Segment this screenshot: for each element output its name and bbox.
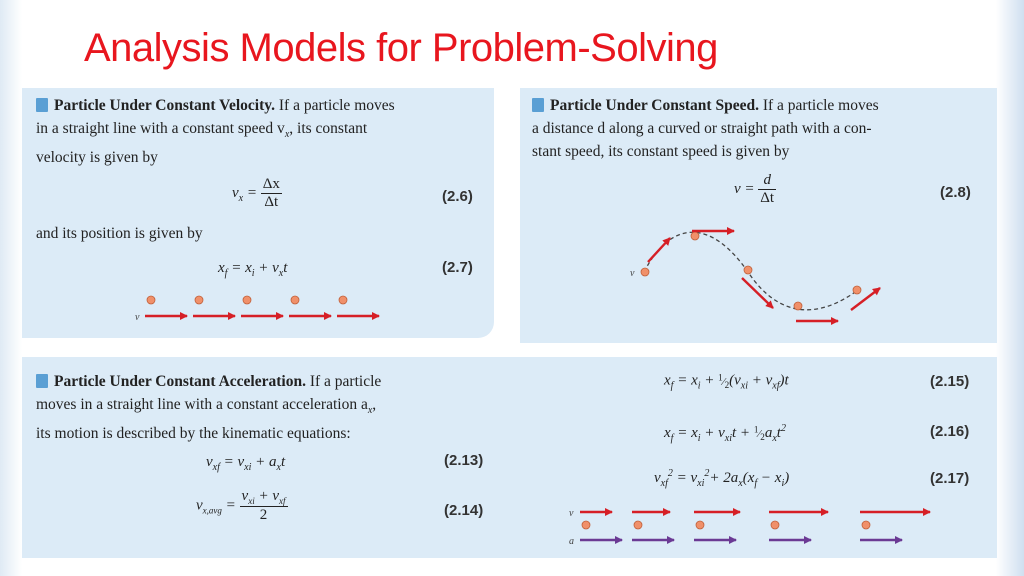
equation-2-17: $v_{xf}^2 = v_{xi}^2+ 2a_x(x_f - x_i)$ — [654, 468, 790, 489]
particle — [243, 296, 251, 304]
equation-number-2-7: (2.7) — [442, 259, 473, 276]
equation-2-7: $x_f = x_i + v_xt$ — [218, 260, 288, 279]
eq-2-6-num: Δx — [262, 176, 280, 192]
equation-2-14: $v_{x,avg}$ = $\frac{v_{xi} + v_{xf}}{2}$ — [196, 488, 286, 523]
speed-description — [532, 94, 992, 163]
particle — [634, 521, 642, 529]
equation-2-8 — [734, 172, 776, 207]
particle — [147, 296, 155, 304]
equation-number-2-13: (2.13) — [444, 452, 484, 469]
eq-2-8-num: d — [758, 172, 776, 190]
velocity-line1: If a particle moves — [275, 97, 395, 114]
particle — [853, 286, 861, 294]
speed-heading: Particle Under Constant Speed. — [550, 97, 759, 114]
particle — [339, 296, 347, 304]
particle — [696, 521, 704, 529]
equation-2-15: $x_f = x_i$ + $^1⁄_2(v_{xi} + v_{xf})t$ — [664, 372, 789, 392]
equation-number-2-16: (2.16) — [930, 423, 970, 440]
acceleration-line3: its motion is described by the kinematic equations: — [36, 425, 351, 443]
speed-line3: stant speed, its constant speed is given by — [532, 143, 790, 160]
accel-diagram-label-v: v — [569, 508, 574, 519]
eq-2-6-lhs: v — [232, 184, 239, 201]
speed-line1: If a particle moves — [758, 97, 879, 114]
acceleration-line2-sub: x — [367, 405, 373, 417]
acceleration-description — [36, 370, 516, 445]
bullet-square-icon — [532, 98, 544, 112]
speed-arrow — [742, 278, 773, 308]
eq-2-6-den: Δt — [264, 194, 279, 210]
particle — [691, 232, 699, 240]
eq-2-14-num-v: v — [241, 488, 249, 504]
particle — [582, 521, 590, 529]
particle — [744, 266, 752, 274]
slide-title: Analysis Models for Problem-Solving — [84, 26, 718, 70]
velocity-line3: velocity is given by — [36, 149, 158, 167]
eq-2-8-fraction — [758, 172, 776, 207]
speed-arrows — [648, 231, 880, 321]
equation-2-13: $v_{xf} = v_{xi} + a_xt$ — [206, 454, 286, 473]
speed-arrow — [648, 238, 670, 262]
equation-2-16: $x_f = x_i + v_{xi}t$ + $^1⁄_2a_xt^2$ — [664, 423, 786, 444]
equation-number-2-8: (2.8) — [940, 184, 971, 201]
acceleration-heading: Particle Under Constant Acceleration. — [54, 373, 306, 390]
equation-number-2-6: (2.6) — [442, 188, 473, 205]
velocity-particles — [147, 296, 347, 304]
acceleration-line2: moves in a straight line with a constant acceleration a — [36, 396, 368, 413]
particle — [771, 521, 779, 529]
eq-2-6-lhs-sub: x — [238, 192, 244, 204]
velocity-line2: in a straight line with a constant speed v — [36, 120, 285, 137]
particle — [641, 268, 649, 276]
equation-number-2-15: (2.15) — [930, 373, 970, 390]
velocity-line2-end: , its constant — [289, 120, 368, 137]
speed-particles — [641, 232, 861, 310]
particle — [195, 296, 203, 304]
eq-2-8-lhs: v = — [734, 180, 755, 197]
acceleration-line2-end: , — [372, 396, 377, 413]
eq-2-7-x: x — [218, 260, 225, 276]
position-text: and its position is given by — [36, 225, 203, 242]
equation-number-2-14: (2.14) — [444, 502, 484, 519]
acceleration-line1: If a particle — [305, 373, 382, 390]
speed-line2: a distance d along a curved or straight path with a con- — [532, 120, 872, 137]
particle — [862, 521, 870, 529]
velocity-diagram-label: v — [135, 312, 140, 323]
eq-2-8-den: Δt — [760, 190, 775, 206]
eq-2-14-fraction — [240, 488, 288, 524]
eq-2-14-num: $v_{xi} + v_{xf}$ — [241, 488, 286, 506]
speed-diagram-label: v — [630, 268, 635, 279]
equation-number-2-17: (2.17) — [930, 470, 970, 487]
particle — [794, 302, 802, 310]
velocity-line2-sub: x — [284, 129, 290, 141]
eq-2-14-den: 2 — [259, 507, 268, 523]
equation-2-6: $v_x$ = $\frac{\Delta x}{\Delta t}$ — [232, 176, 280, 210]
accel-particles — [582, 521, 870, 529]
particle — [291, 296, 299, 304]
accel-diagram-label-a: a — [569, 536, 574, 547]
bullet-square-icon — [36, 374, 48, 388]
velocity-heading: Particle Under Constant Velocity. — [54, 97, 276, 114]
